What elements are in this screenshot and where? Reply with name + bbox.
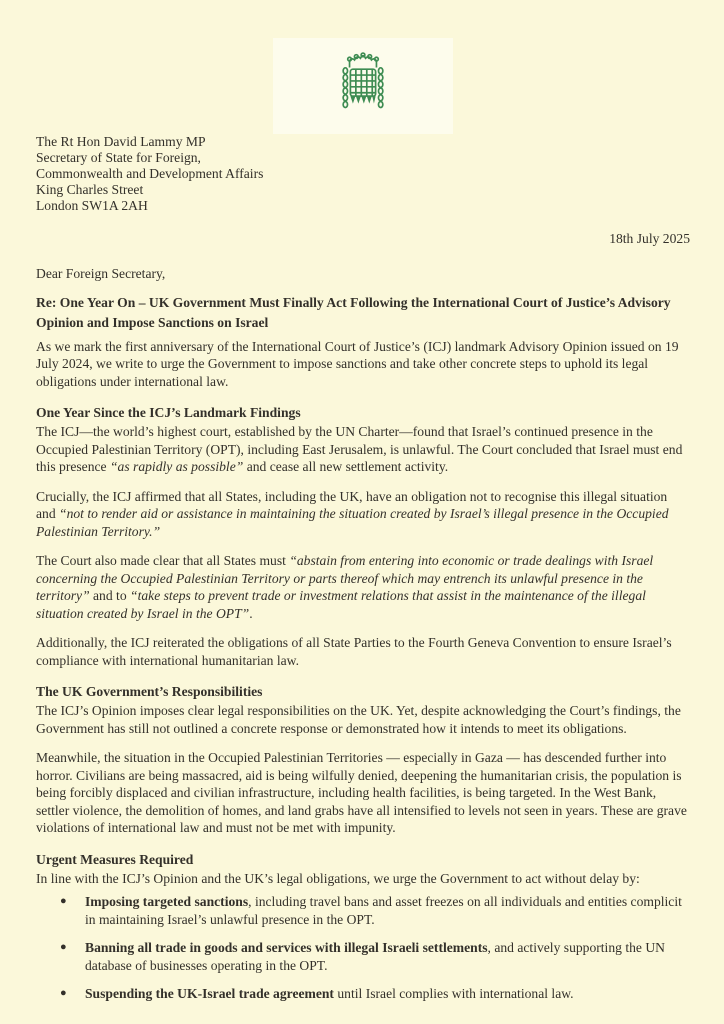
bullet-icon: ● — [60, 987, 67, 999]
text-run: The ICJ—the world’s highest court, established by the UN Charter—found that Israel’s continued presence in the Occupied Palestinian Territory (OPT), including East Jerusalem, is unlawful. The Court concluded that Israel must end this presence — [36, 424, 683, 474]
recipient-city-postcode: London SW1A 2AH — [36, 198, 148, 213]
portcullis-emblem-icon — [336, 49, 390, 123]
section1-paragraph-3 — [36, 552, 690, 622]
intro-paragraph: As we mark the first anniversary of the International Court of Justice’s (ICJ) landmark Advisory Opinion issued on 19 July 2024, we write to urge the Government to impose sanctions and take other concrete steps to uphold its legal obligations under international law. — [36, 338, 679, 389]
measure-bold: Banning all trade in goods and services with illegal Israeli settlements — [85, 940, 488, 955]
section3-intro: In line with the ICJ’s Opinion and the UK’s legal obligations, we urge the Government to act without delay by: — [36, 870, 640, 886]
text-run: Crucially, the ICJ affirmed that all States, including the UK, have an obligation not to recognise this illegal situation and — [36, 488, 668, 521]
recipient-street: King Charles Street — [36, 182, 144, 197]
section2-paragraph-2: Meanwhile, the situation in the Occupied Palestinian Territories — especially in Gaza — has descended further into horror. Civilians are being massacred, aid is being wilfully denied, deepening the humanitarian crisis, the population is being forcibly displaced and civilian infrastructure, including health facilities, is being targeted. In the West Bank, settler violence, the demolition of homes, and land grabs have all intensified to levels not seen in years. These are grave violations of international law and must not be met with impunity. — [36, 750, 687, 835]
measure-item-sanctions — [36, 893, 690, 928]
text-run: and cease all new settlement activity. — [243, 459, 449, 474]
measure-text — [85, 939, 690, 974]
measure-item-trade-ban — [36, 939, 690, 974]
bullet-icon: ● — [60, 895, 67, 907]
measure-rest: , including travel bans and asset freezes on all individuals and entities complicit in maintaining Israel’s unlawful presence in the OPT. — [85, 894, 682, 927]
bullet-icon: ● — [60, 941, 67, 953]
text-run: . — [249, 605, 253, 621]
measure-bold: Imposing targeted sanctions — [85, 894, 249, 909]
quote-run: “abstain from entering into economic or trade dealings with Israel concerning the Occupied Palestinian Territory or parts thereof which may entrench its unlawful presence in the territory” — [36, 553, 654, 603]
quote-run: “take steps to prevent trade or investment relations that assist in the maintenance of the illegal situation created by Israel in the OPT” — [36, 588, 646, 621]
section2-paragraph-1: The ICJ’s Opinion imposes clear legal responsibilities on the UK. Yet, despite acknowledging the Court’s findings, the Government has still not outlined a concrete response or demonstrated how it intends to meet its obligations. — [36, 703, 681, 736]
section1-paragraph-2 — [36, 488, 690, 541]
measure-rest: until Israel complies with international law. — [333, 986, 574, 1001]
recipient-title-line-2: Commonwealth and Development Affairs — [36, 166, 264, 181]
measures-list — [36, 893, 690, 1003]
measure-rest: , and actively supporting the UN database of businesses operating in the OPT. — [85, 940, 665, 973]
recipient-title-line-1: Secretary of State for Foreign, — [36, 150, 201, 165]
measure-text — [85, 985, 690, 1003]
measure-bold: Suspending the UK-Israel trade agreement — [85, 986, 334, 1001]
measure-text — [85, 893, 690, 928]
measure-item-suspend-agreement — [36, 985, 690, 1003]
section1-heading: One Year Since the ICJ’s Landmark Findings — [36, 405, 301, 420]
recipient-address — [36, 134, 690, 214]
text-run: and to — [89, 588, 131, 603]
section3-heading: Urgent Measures Required — [36, 851, 194, 867]
quote-run: “as rapidly as possible” — [109, 459, 244, 474]
letterhead-panel — [273, 38, 453, 134]
section2-heading: The UK Government’s Responsibilities — [36, 684, 263, 699]
subject-line: Re: One Year On – UK Government Must Finally Act Following the International Court of Justice’s Advisory Opinion and Impose Sanctions on Israel — [36, 294, 671, 330]
text-run: The Court also made clear that all States must — [36, 553, 290, 568]
recipient-name: The Rt Hon David Lammy MP — [36, 134, 206, 149]
letter-date: 18th July 2025 — [609, 231, 690, 246]
section1-paragraph-1 — [36, 423, 690, 476]
salutation: Dear Foreign Secretary, — [36, 266, 166, 281]
quote-run: “not to render aid or assistance in maintaining the situation created by Israel’s illegal presence in the Occupied Palestinian Territory.” — [36, 506, 669, 539]
section1-paragraph-4: Additionally, the ICJ reiterated the obligations of all State Parties to the Fourth Geneva Convention to ensure Israel’s compliance with international humanitarian law. — [36, 635, 672, 668]
